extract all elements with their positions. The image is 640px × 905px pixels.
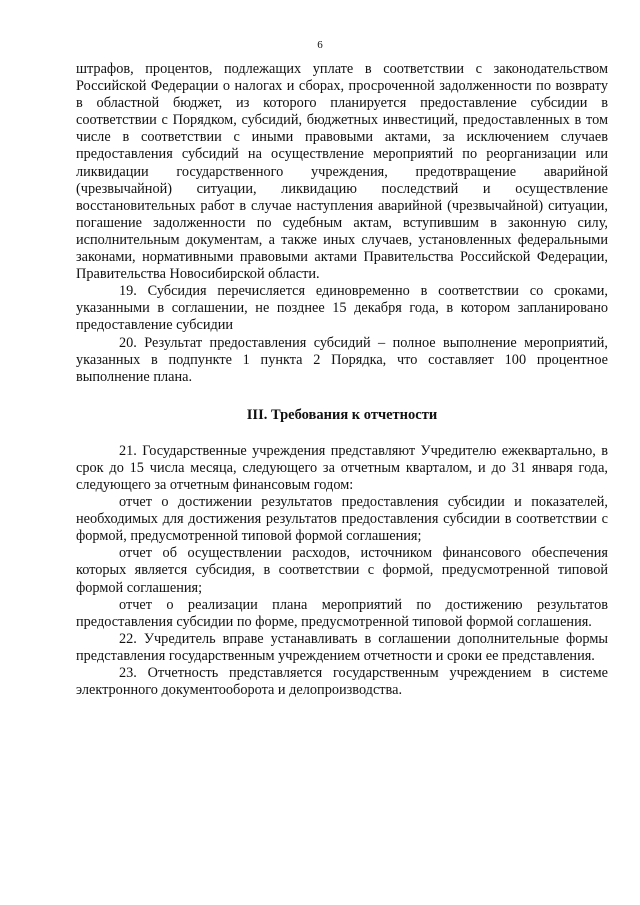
paragraph-22: 22. Учредитель вправе устанавливать в соглашении дополнительные формы представления государственным учреждением отчетности и сроки ее представления. — [76, 630, 608, 664]
page-number: 6 — [317, 39, 323, 51]
paragraph-20: 20. Результат предоставления субсидий – полное выполнение мероприятий, указанных в подпункте 1 пункта 2 Порядка, что составляет 100 процентное выполнение плана. — [76, 334, 608, 385]
document-body — [76, 61, 608, 699]
paragraph-21: 21. Государственные учреждения представляют Учредителю ежеквартально, в срок до 15 числа месяца, следующего за отчетным кварталом, и до 31 января года, следующего за отчетным финансовым годом: — [76, 442, 608, 493]
paragraph-23: 23. Отчетность представляется государственным учреждением в системе электронного документооборота и делопроизводства. — [76, 665, 608, 699]
report-item-results: отчет о достижении результатов предоставления субсидии и показателей, необходимых для достижения результатов предоставления субсидии в соответствии с формой, предусмотренной типовой формой соглашения; — [76, 494, 608, 545]
section-heading: III. Требования к отчетности — [246, 406, 438, 423]
paragraph-continuation: штрафов, процентов, подлежащих уплате в соответствии с законодательством Российской Федерации о налогах и сборах, просроченной задолженности по возврату в областной бюджет, из которого планируется предоставление субсидии в соответствии с Порядком, субсидий, бюджетных инвестиций, предоставленных в том числе в соответствии с иными правовыми актами, за исключением случаев предоставления субсидий на осуществление мероприятий по реорганизации или ликвидации государственного учреждения, предотвращение аварийной (чрезвычайной) ситуации, ликвидацию последствий и осуществление восстановительных работ в случае наступления аварийной (чрезвычайной) ситуации, погашение задолженности по судебным актам, вступившим в законную силу, исполнительным документам, а также иных случаев, установленных федеральными законами, нормативными правовыми актами Правительства Российской Федерации, Правительства Новосибирской области. — [76, 61, 608, 283]
report-item-plan: отчет о реализации плана мероприятий по достижению результатов предоставления субсидии по форме, предусмотренной типовой формой соглашения. — [76, 596, 608, 630]
paragraph-19: 19. Субсидия перечисляется единовременно в соответствии со сроками, указанными в соглашении, не позднее 15 декабря года, в котором запланировано предоставление субсидии — [76, 283, 608, 334]
report-item-expenses: отчет об осуществлении расходов, источником финансового обеспечения которых является субсидия, в соответствии с формой, предусмотренной типовой формой соглашения; — [76, 545, 608, 596]
